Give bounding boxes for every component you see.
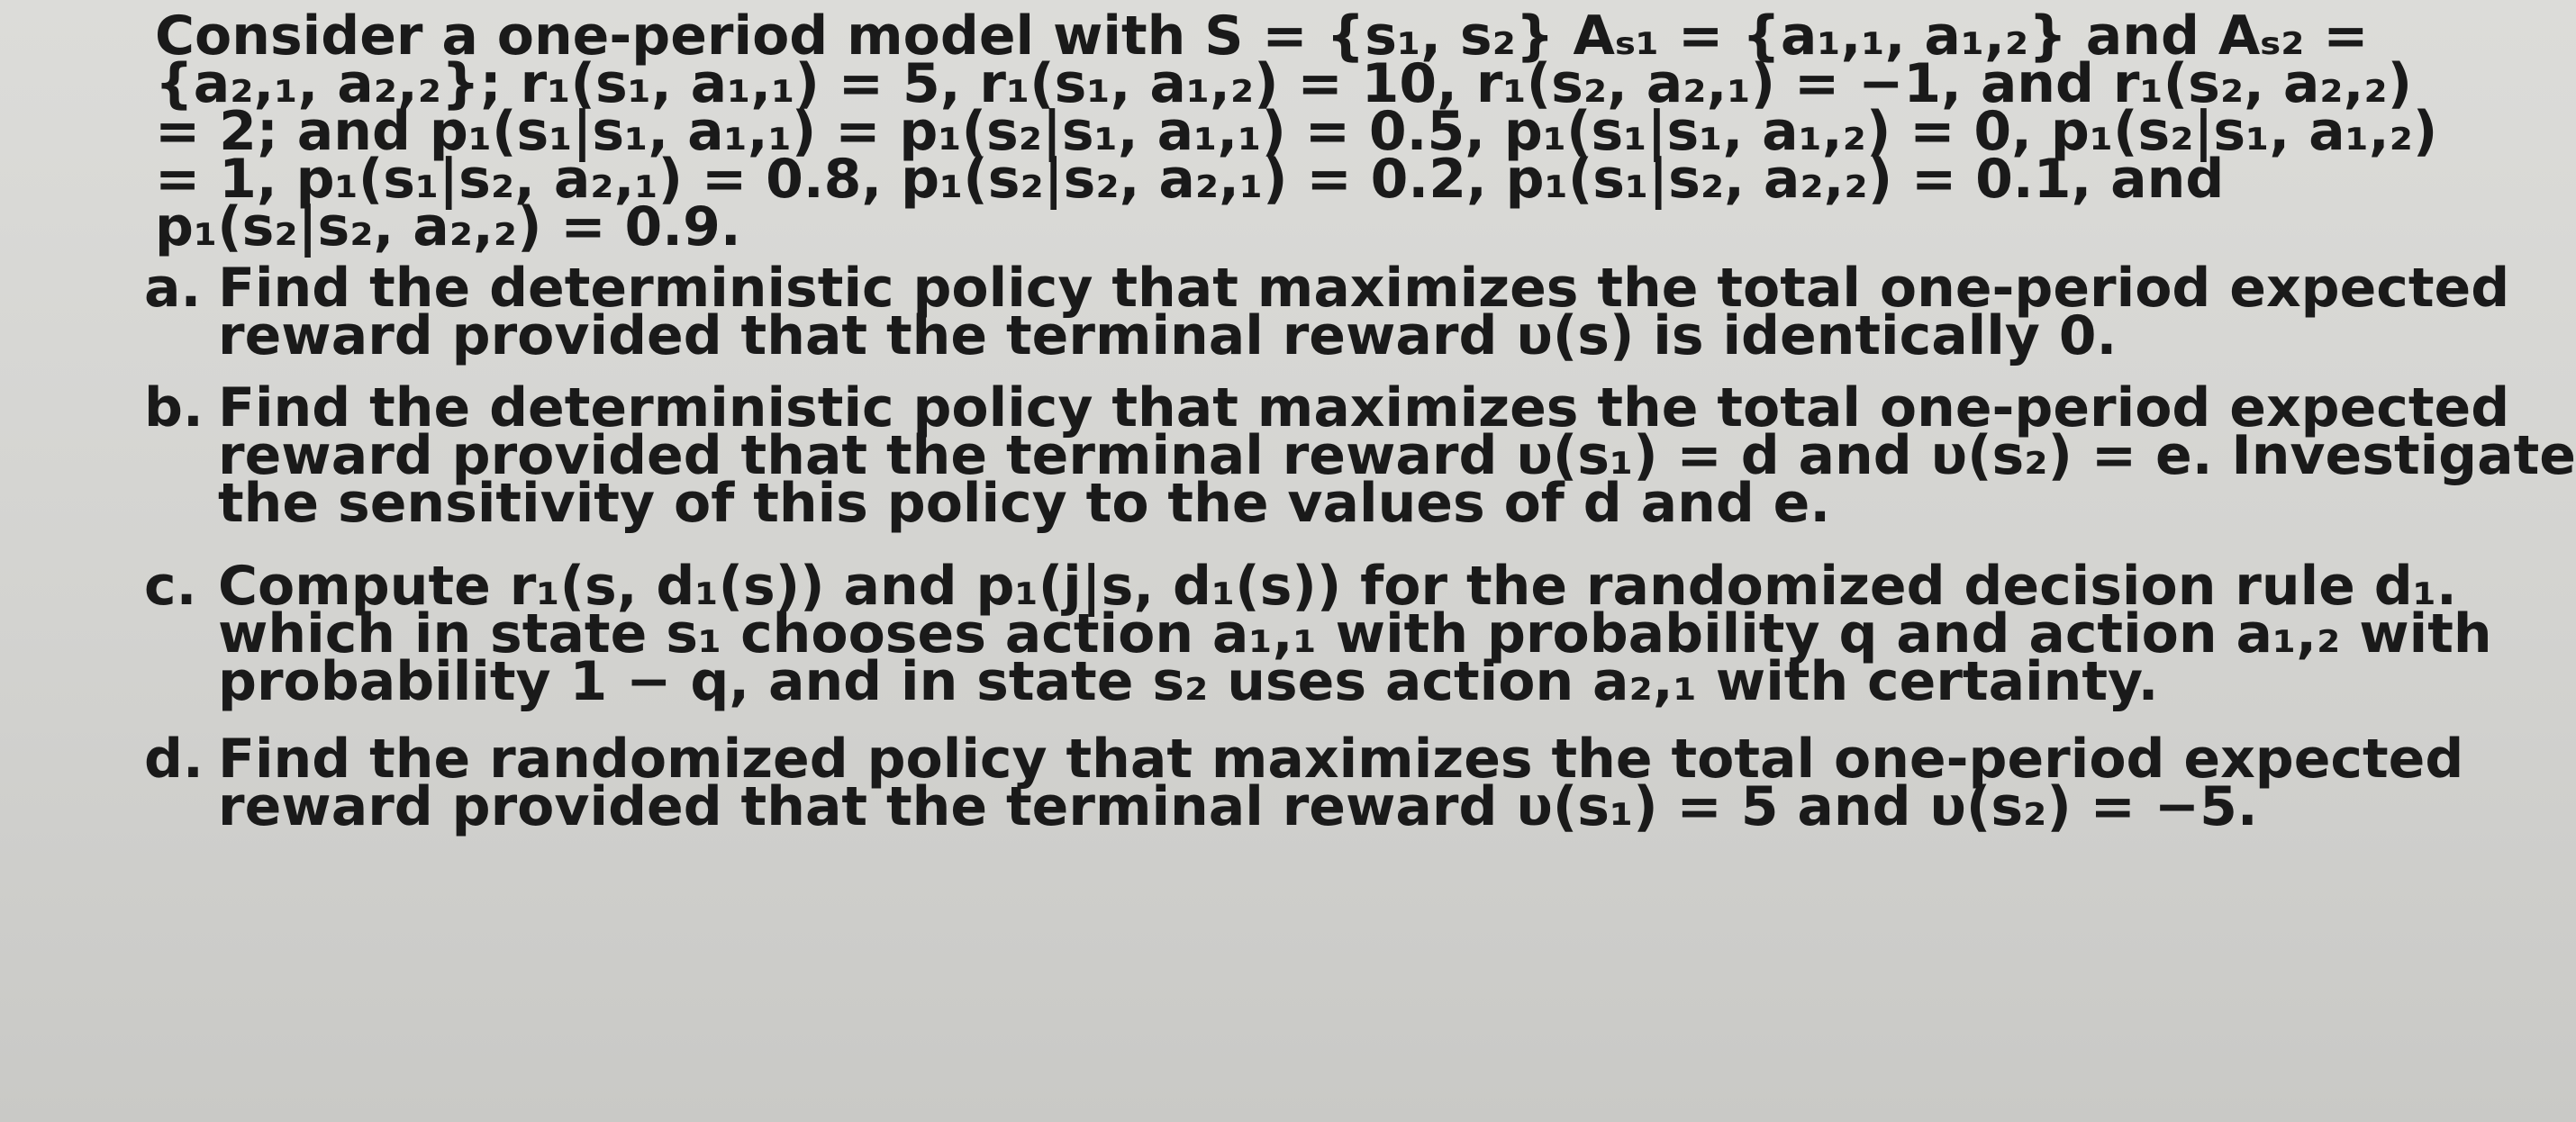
part-d-label: d. — [144, 728, 204, 791]
problem-intro-line-1: Consider a one-period model with S = {s₁, s₂} Aₛ₁ = {a₁,₁, a₁,₂} and Aₛ₂ = — [155, 5, 2369, 68]
part-c-line-1: Compute r₁(s, d₁(s)) and p₁(j|s, d₁(s)) for the randomized decision rule d₁. — [218, 555, 2457, 618]
part-d-line-1: Find the randomized policy that maximizes the total one-period expected — [218, 728, 2464, 791]
problem-intro-line-4: = 1, p₁(s₁|s₂, a₂,₁) = 0.8, p₁(s₂|s₂, a₂,₁) = 0.2, p₁(s₁|s₂, a₂,₂) = 0.1, and — [155, 148, 2225, 211]
part-a-label: a. — [144, 257, 202, 320]
part-a-line-2: reward provided that the terminal reward υ(s) is identically 0. — [218, 304, 2118, 367]
part-c-label: c. — [144, 555, 197, 618]
part-c-line-3: probability 1 − q, and in state s₂ uses action a₂,₁ with certainty. — [218, 650, 2159, 713]
problem-intro-line-5: p₁(s₂|s₂, a₂,₂) = 0.9. — [155, 195, 741, 258]
part-a-line-1: Find the deterministic policy that maximizes the total one-period expected — [218, 257, 2510, 320]
part-b-label: b. — [144, 376, 204, 439]
part-b-line-3: the sensitivity of this policy to the values of d and e. — [218, 472, 1831, 535]
part-b-line-1: Find the deterministic policy that maximizes the total one-period expected — [218, 376, 2510, 439]
problem-intro-line-2: {a₂,₁, a₂,₂}; r₁(s₁, a₁,₁) = 5, r₁(s₁, a₁,₂) = 10, r₁(s₂, a₂,₁) = −1, and r₁(s₂, a₂,₂) — [155, 52, 2413, 115]
problem-intro-line-3: = 2; and p₁(s₁|s₁, a₁,₁) = p₁(s₂|s₁, a₁,₁) = 0.5, p₁(s₁|s₁, a₁,₂) = 0, p₁(s₂|s₁, a₁,₂) — [155, 100, 2438, 163]
part-d-line-2: reward provided that the terminal reward υ(s₁) = 5 and υ(s₂) = −5. — [218, 775, 2258, 838]
part-c-line-2: which in state s₁ chooses action a₁,₁ with probability q and action a₁,₂ with — [218, 602, 2492, 665]
part-b-line-2: reward provided that the terminal reward υ(s₁) = d and υ(s₂) = e. Investigate — [218, 424, 2576, 487]
